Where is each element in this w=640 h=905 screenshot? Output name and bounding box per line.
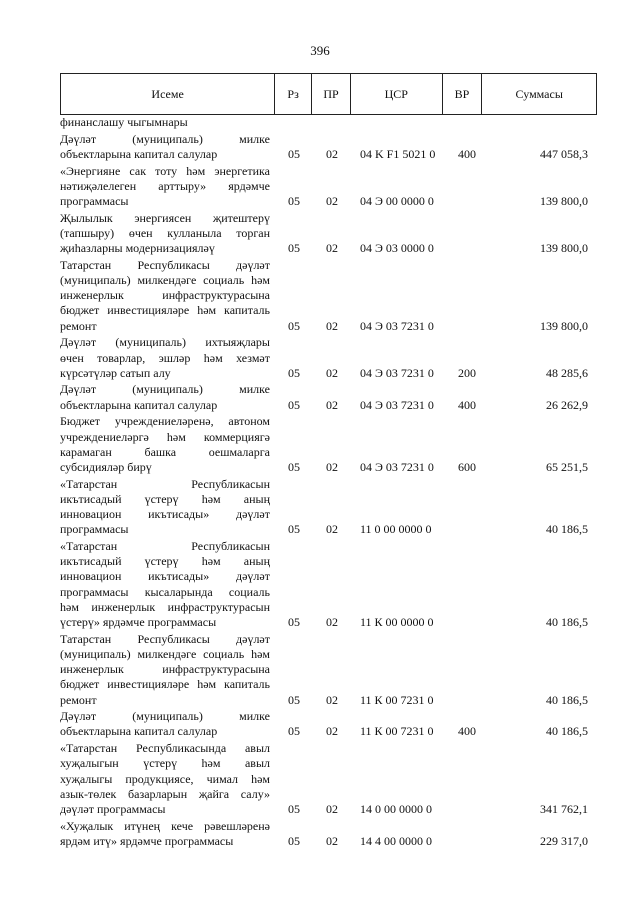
table-row	[60, 414, 620, 475]
row-name-line: икътисадый үстерү һәм аның	[60, 554, 270, 569]
row-name-line: хуҗалыгын үстерү һәм авыл	[60, 756, 270, 771]
table-row	[60, 819, 620, 849]
row-name-line: объектларына капитал салулар	[60, 397, 218, 412]
row-name-line: Җылылык энергиясен җитештерү	[60, 210, 270, 225]
row-name-line: өчен товарлар, эшләр һәм хезмәт	[60, 350, 270, 365]
row-csr: 11 0 00 0000 0	[360, 522, 432, 537]
row-vr: 600	[458, 459, 476, 474]
row-rz: 05	[288, 194, 300, 209]
row-name-line: Дәүләт (муниципаль) милке	[60, 382, 270, 397]
row-csr: 04 Э 03 0000 0	[360, 241, 434, 256]
row-sum: 341 762,1	[540, 801, 588, 816]
row-csr: 04 Э 03 7231 0	[360, 365, 434, 380]
row-name-line: җиһазларны модернизацияләү	[60, 241, 215, 256]
table-row	[60, 258, 620, 334]
header-name: Исеме	[151, 86, 184, 101]
table-header	[60, 73, 597, 115]
row-pr: 02	[326, 194, 338, 209]
row-pr: 02	[326, 365, 338, 380]
row-name-line: Татарстан Республикасы дәүләт	[60, 257, 270, 272]
row-rz: 05	[288, 397, 300, 412]
row-sum: 139 800,0	[540, 241, 588, 256]
row-name-line: Татарстан Республикасы дәүләт	[60, 631, 270, 646]
row-name-line: объектларына капитал салулар	[60, 724, 218, 739]
header-sum: Суммасы	[481, 74, 596, 114]
table-row	[60, 477, 620, 538]
row-name	[60, 709, 274, 739]
row-name-line: «Татарстан Республикасында авыл	[60, 741, 270, 756]
row-name-line: финанслашу чыгымнары	[60, 115, 188, 129]
row-pr: 02	[326, 833, 338, 848]
row-name-line: (муниципаль) милкендәге социаль һәм	[60, 273, 270, 288]
row-name-line: икътисадый үстерү һәм аның	[60, 491, 270, 506]
row-name-line: ярдәм итү» ярдәмче программасы	[60, 833, 234, 848]
row-name	[60, 539, 274, 630]
row-name-line: карамаган башка оешмаларга	[60, 444, 270, 459]
row-sum: 40 186,5	[546, 522, 588, 537]
row-name	[60, 632, 274, 708]
row-name-line: дәүләт программасы	[60, 801, 166, 816]
row-name	[60, 132, 274, 162]
row-name	[60, 258, 274, 334]
row-name-line: «Татарстан Республикасын	[60, 476, 270, 491]
row-pr: 02	[326, 801, 338, 816]
row-name	[60, 164, 274, 210]
row-name-line: учреждениеләргә һәм коммерциягә	[60, 429, 270, 444]
row-pr: 02	[326, 692, 338, 707]
table-row	[60, 211, 620, 257]
row-sum: 48 285,6	[546, 365, 588, 380]
row-sum: 447 058,3	[540, 146, 588, 161]
row-name-line: Бюджет учреждениеләренә, автоном	[60, 414, 270, 429]
header-csr: ЦСР	[350, 74, 442, 114]
row-name	[60, 335, 274, 381]
row-name-line: Дәүләт (муниципаль) милке	[60, 131, 270, 146]
row-name-line: ремонт	[60, 318, 97, 333]
table-row	[60, 382, 620, 412]
row-name-line: инженерлык инфраструктурасына	[60, 662, 270, 677]
row-csr: 11 К 00 0000 0	[360, 615, 434, 629]
row-name-line: программасы	[60, 194, 129, 209]
row-rz: 05	[288, 692, 300, 707]
row-sum: 40 186,5	[546, 724, 588, 739]
row-rz: 05	[288, 459, 300, 474]
row-vr: 400	[458, 397, 476, 412]
row-pr: 02	[326, 724, 338, 739]
row-name-line: һәм инженерлык инфраструктурасын	[60, 599, 270, 614]
header-pr: ПР	[311, 74, 350, 114]
row-name	[60, 819, 274, 849]
row-name	[60, 477, 274, 538]
row-pr: 02	[326, 241, 338, 256]
row-name-line: бюджет инвестицияләре һәм капиталь	[60, 303, 270, 318]
row-name-line: (тапшыру) өчен кулланыла торган	[60, 225, 270, 240]
row-rz: 05	[288, 241, 300, 256]
row-rz: 05	[288, 318, 300, 333]
table-row	[60, 632, 620, 708]
row-name-line: ремонт	[60, 692, 97, 707]
row-csr: 04 K F1 5021 0	[360, 146, 436, 161]
row-name-line: инновацион икътисады» дәүләт	[60, 569, 270, 584]
row-sum: 40 186,5	[546, 615, 588, 629]
row-name-line: объектларына капитал салулар	[60, 146, 218, 161]
row-name-line: инновацион икътисады» дәүләт	[60, 507, 270, 522]
row-pr: 02	[326, 146, 338, 161]
row-name-line: нәтиҗәлелеген арттыру» ярдәмче	[60, 178, 270, 193]
row-name	[60, 382, 274, 412]
budget-table-body	[60, 115, 620, 849]
row-csr: 04 Э 03 7231 0	[360, 318, 434, 333]
row-csr: 11 К 00 7231 0	[360, 724, 434, 739]
row-sum: 229 317,0	[540, 833, 588, 848]
table-row	[60, 132, 620, 162]
row-name	[60, 741, 274, 817]
row-csr: 11 К 00 7231 0	[360, 692, 434, 707]
row-vr: 200	[458, 365, 476, 380]
table-row	[60, 335, 620, 381]
row-rz: 05	[288, 833, 300, 848]
row-name-line: Дәүләт (муниципаль) милке	[60, 709, 270, 724]
row-sum: 40 186,5	[546, 692, 588, 707]
row-csr: 04 Э 03 7231 0	[360, 397, 434, 412]
table-row	[60, 539, 620, 630]
row-pr: 02	[326, 615, 338, 629]
row-pr: 02	[326, 522, 338, 537]
header-rz: Рз	[274, 74, 311, 114]
row-name-line: үстерү» ярдәмче программасы	[60, 615, 217, 629]
row-name-line: күрсәтүләр сатып алу	[60, 365, 171, 380]
row-sum: 139 800,0	[540, 194, 588, 209]
row-csr: 04 Э 00 0000 0	[360, 194, 434, 209]
row-csr: 04 Э 03 7231 0	[360, 459, 434, 474]
row-name-line: бюджет инвестицияләре һәм капиталь	[60, 677, 270, 692]
row-rz: 05	[288, 724, 300, 739]
row-rz: 05	[288, 801, 300, 816]
row-name-line: субсидияләр бирү	[60, 459, 152, 474]
row-name-line: (муниципаль) милкендәге социаль һәм	[60, 646, 270, 661]
row-vr: 400	[458, 724, 476, 739]
table-row	[60, 709, 620, 739]
row-name-line: программасы	[60, 522, 129, 537]
row-sum: 65 251,5	[546, 459, 588, 474]
table-row	[60, 164, 620, 210]
row-name-line: «Татарстан Республикасын	[60, 538, 270, 553]
row-name-line: программасы кысаларында социаль	[60, 584, 270, 599]
row-rz: 05	[288, 146, 300, 161]
row-name-line: хуҗалыгы продукциясе, чимал һәм	[60, 771, 270, 786]
row-csr: 14 0 00 0000 0	[360, 801, 432, 816]
row-name-line: инженерлык инфраструктурасына	[60, 288, 270, 303]
table-row	[60, 741, 620, 817]
row-name-line: азык-төлек базарларын җайга салу»	[60, 786, 270, 801]
row-name	[60, 115, 274, 130]
row-name	[60, 414, 274, 475]
row-name-line: «Энергияне сак тоту һәм энергетика	[60, 163, 270, 178]
row-sum: 139 800,0	[540, 318, 588, 333]
row-rz: 05	[288, 615, 300, 629]
row-rz: 05	[288, 522, 300, 537]
row-pr: 02	[326, 459, 338, 474]
row-name-line: «Хуҗалык итүнең кече рәвешләренә	[60, 818, 270, 833]
row-name	[60, 211, 274, 257]
row-sum: 26 262,9	[546, 397, 588, 412]
row-csr: 14 4 00 0000 0	[360, 833, 432, 848]
page-number: 396	[310, 43, 330, 58]
row-rz: 05	[288, 365, 300, 380]
row-pr: 02	[326, 397, 338, 412]
row-name-line: Дәүләт (муниципаль) ихтыяҗлары	[60, 335, 270, 350]
row-vr: 400	[458, 146, 476, 161]
row-pr: 02	[326, 318, 338, 333]
header-vr: ВР	[442, 74, 482, 114]
table-row	[60, 115, 620, 130]
